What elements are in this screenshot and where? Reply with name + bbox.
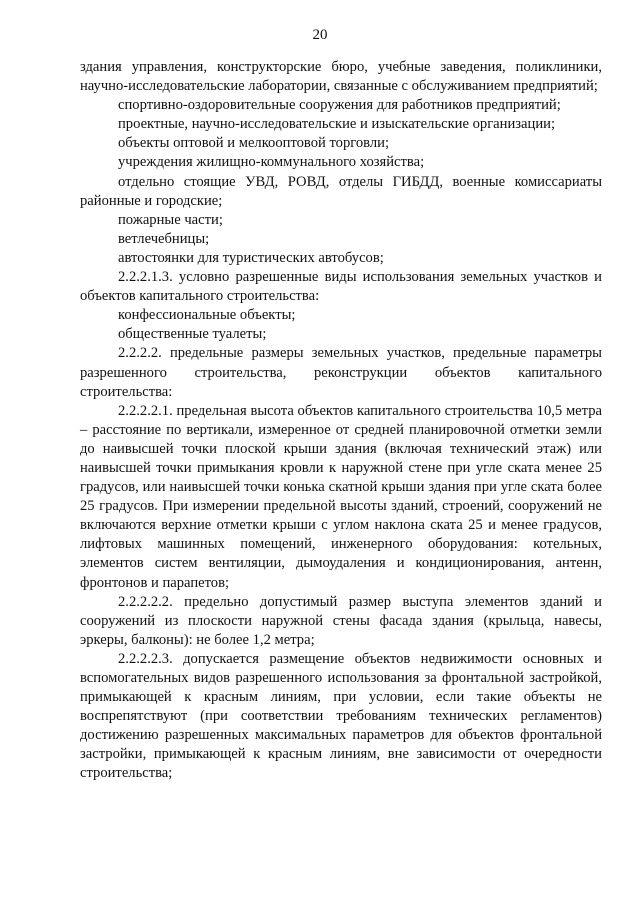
paragraph: 2.2.2.2.1. предельная высота объектов капитального строительства 10,5 метра – расстояние по вертикали, измеренное от средней планировочной отметки земли до наивысшей точки плоской крыши здания (включая технический этаж) или наивысшей точки примыкания кровли к наружной стене при угле ската менее 25 градусов, или наивысшей точки конька скатной крыши здания при угле ската более 25 градусов. При измерении предельной высоты зданий, строений, сооружений не включаются верхние отметки крыши с углом наклона ската 25 и менее градусов, лифтовых машинных помещений, инженерного оборудования: котельных, элементов систем вентиляции, дымоудаления и кондиционирования, антенн, фронтонов и парапетов; <box>80 402 602 591</box>
paragraph: учреждения жилищно-коммунального хозяйства; <box>118 154 425 171</box>
paragraph: здания управления, конструкторские бюро, учебные заведения, поликлиники, научно-исследовательские лаборатории, связанные с обслуживанием предприятий; <box>80 59 602 95</box>
paragraph: спортивно-оздоровительные сооружения для работников предприятий; <box>118 97 561 114</box>
paragraph: проектные, научно-исследовательские и изыскательские организации; <box>118 116 556 133</box>
page-number: 20 <box>312 27 328 43</box>
paragraph: 2.2.2.2.3. допускается размещение объектов недвижимости основных и вспомогательных видов разрешенного использования за фронтальной застройкой, примыкающей к красным линиям, при условии, если такие объекты не воспрепятствуют (при соответствии требованиям технических регламентов) достижению разрешенных максимальных параметров для объектов фронтальной застройки, примыкающей к красным линиям, вне зависимости от очередности строительства; <box>80 650 602 782</box>
paragraph: автостоянки для туристических автобусов; <box>118 249 384 266</box>
paragraph: 2.2.2.1.3. условно разрешенные виды использования земельных участков и объектов капитального строительства: <box>80 269 602 305</box>
paragraph: общественные туалеты; <box>118 326 267 343</box>
paragraph: отдельно стоящие УВД, РОВД, отделы ГИБДД, военные комиссариаты районные и городские; <box>80 173 602 209</box>
paragraph: 2.2.2.2. предельные размеры земельных участков, предельные параметры разрешенного строительства, реконструкции объектов капитального строительства: <box>80 345 602 400</box>
paragraph: пожарные части; <box>118 211 223 228</box>
paragraph: конфессиональные объекты; <box>118 307 296 324</box>
paragraph: 2.2.2.2.2. предельно допустимый размер выступа элементов зданий и сооружений из плоскости наружной стены фасада здания (крыльца, навесы, эркеры, балконы): не более 1,2 метра; <box>80 593 602 648</box>
paragraph: ветлечебницы; <box>118 230 210 247</box>
document-body <box>80 58 602 784</box>
paragraph: объекты оптовой и мелкооптовой торговли; <box>118 135 390 152</box>
